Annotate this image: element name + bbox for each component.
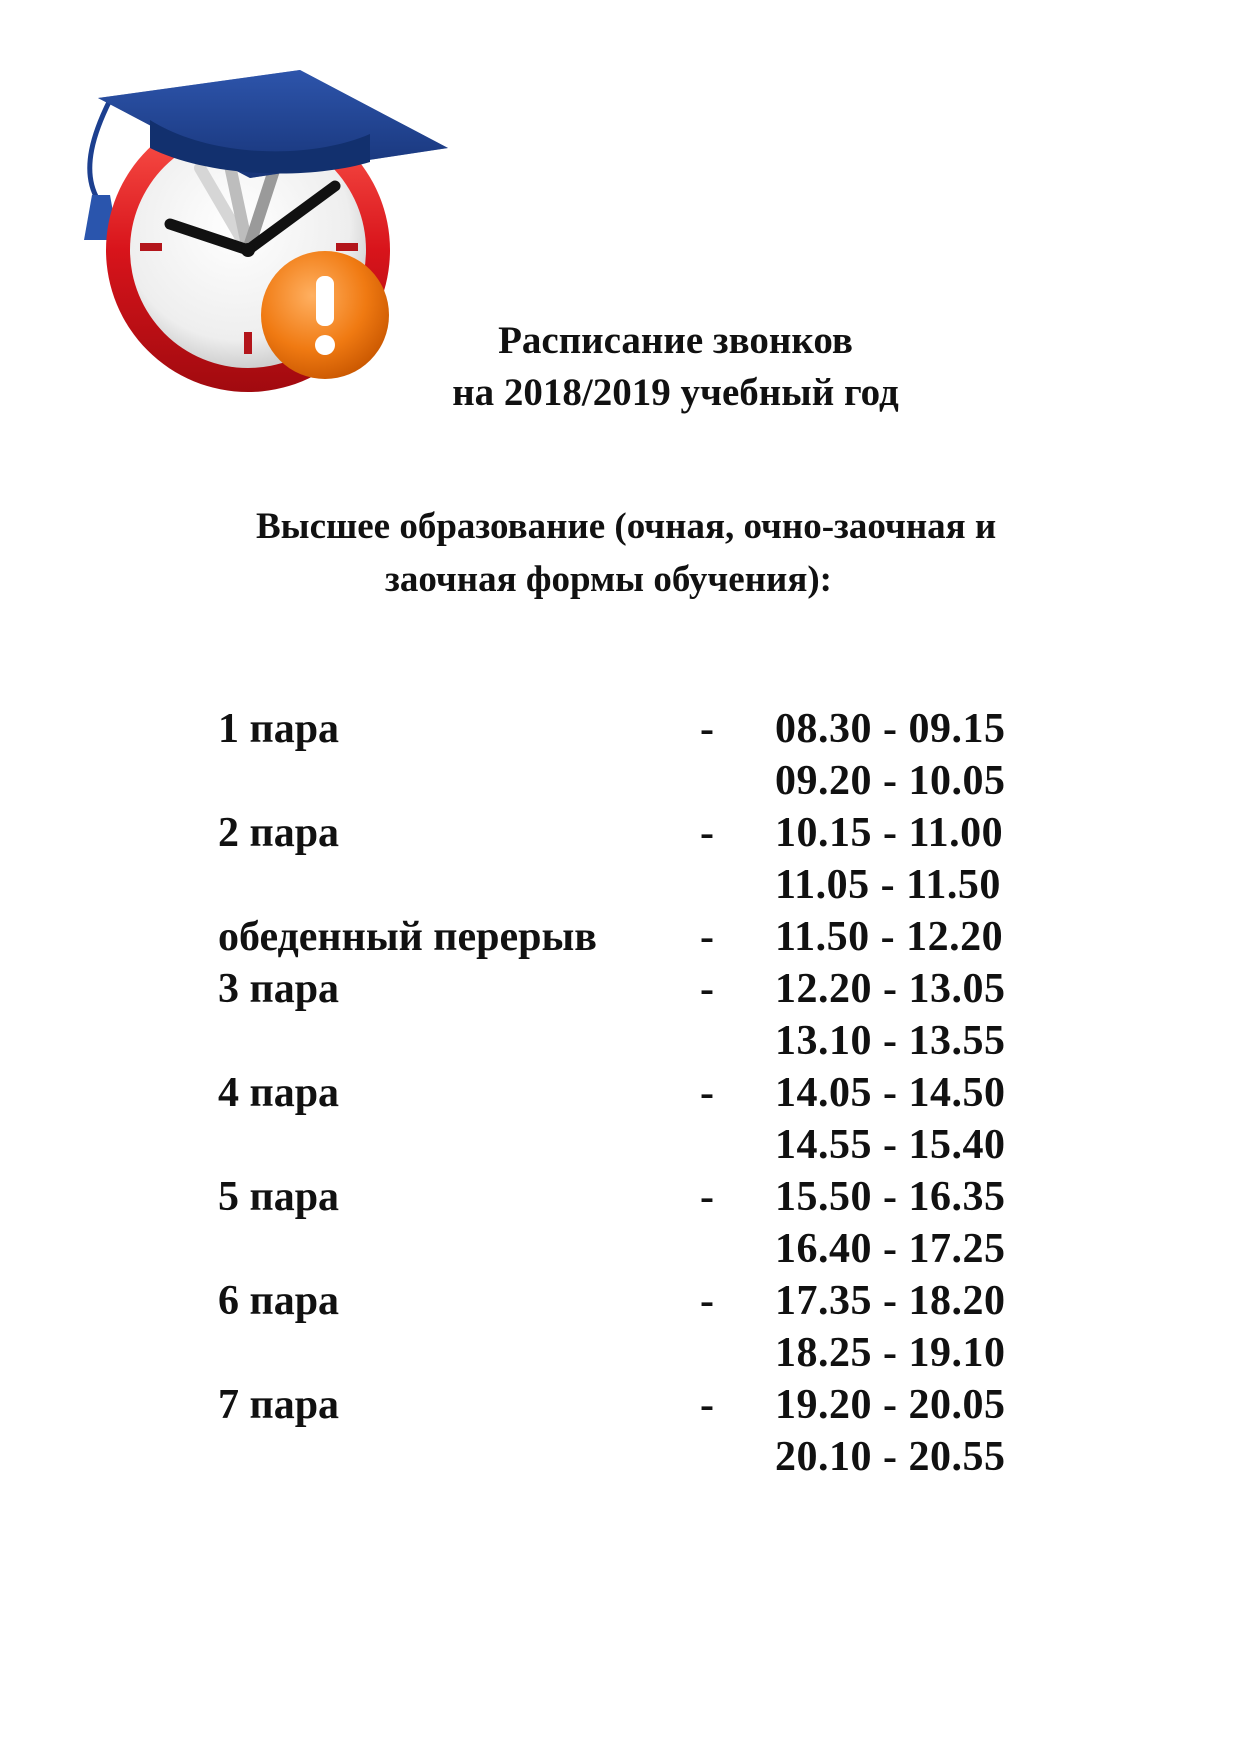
period-label: 4 пара xyxy=(218,1070,340,1116)
schedule-row xyxy=(0,861,1241,913)
time-range: 11.05 - 11.50 xyxy=(775,862,1001,908)
time-range: 10.15 - 11.00 xyxy=(775,810,1004,856)
time-range: 19.20 - 20.05 xyxy=(775,1382,1006,1428)
time-range: 12.20 - 13.05 xyxy=(775,966,1006,1012)
schedule-row xyxy=(0,809,1241,861)
time-range: 09.20 - 10.05 xyxy=(775,758,1006,804)
schedule-row xyxy=(0,1381,1241,1433)
schedule-row xyxy=(0,1277,1241,1329)
separator-dash: - xyxy=(700,966,714,1012)
time-range: 18.25 - 19.10 xyxy=(775,1330,1006,1376)
schedule-row xyxy=(0,1329,1241,1381)
time-range: 14.05 - 14.50 xyxy=(775,1070,1006,1116)
schedule-row xyxy=(0,1121,1241,1173)
separator-dash: - xyxy=(700,1278,714,1324)
separator-dash: - xyxy=(700,1174,714,1220)
time-range: 20.10 - 20.55 xyxy=(775,1434,1006,1480)
schedule-row xyxy=(0,757,1241,809)
period-label: 3 пара xyxy=(218,966,340,1012)
schedule-row xyxy=(0,913,1241,965)
subtitle-line-2: заочная формы обучения): xyxy=(385,559,832,600)
separator-dash: - xyxy=(700,1070,714,1116)
time-range: 14.55 - 15.40 xyxy=(775,1122,1006,1168)
schedule-row xyxy=(0,1225,1241,1277)
time-range: 13.10 - 13.55 xyxy=(775,1018,1006,1064)
separator-dash: - xyxy=(700,810,714,856)
time-range: 16.40 - 17.25 xyxy=(775,1226,1006,1272)
schedule-row xyxy=(0,1069,1241,1121)
time-range: 11.50 - 12.20 xyxy=(775,914,1004,960)
time-range: 17.35 - 18.20 xyxy=(775,1278,1006,1324)
schedule-row xyxy=(0,965,1241,1017)
period-label: 7 пара xyxy=(218,1382,340,1428)
title-line-2: на 2018/2019 учебный год xyxy=(452,371,899,414)
separator-dash: - xyxy=(700,1382,714,1428)
period-label: 5 пара xyxy=(218,1174,340,1220)
time-range: 15.50 - 16.35 xyxy=(775,1174,1006,1220)
period-label: 6 пара xyxy=(218,1278,340,1324)
title-line-1: Расписание звонков xyxy=(498,319,853,362)
subtitle-line-1: Высшее образование (очная, очно-заочная и xyxy=(256,506,997,547)
period-label: обеденный перерыв xyxy=(218,914,597,960)
schedule-row xyxy=(0,705,1241,757)
schedule-row xyxy=(0,1017,1241,1069)
time-range: 08.30 - 09.15 xyxy=(775,706,1006,752)
period-label: 1 пара xyxy=(218,706,340,752)
separator-dash: - xyxy=(700,706,714,752)
separator-dash: - xyxy=(700,914,714,960)
schedule-row xyxy=(0,1173,1241,1225)
schedule-row xyxy=(0,1433,1241,1485)
period-label: 2 пара xyxy=(218,810,340,856)
